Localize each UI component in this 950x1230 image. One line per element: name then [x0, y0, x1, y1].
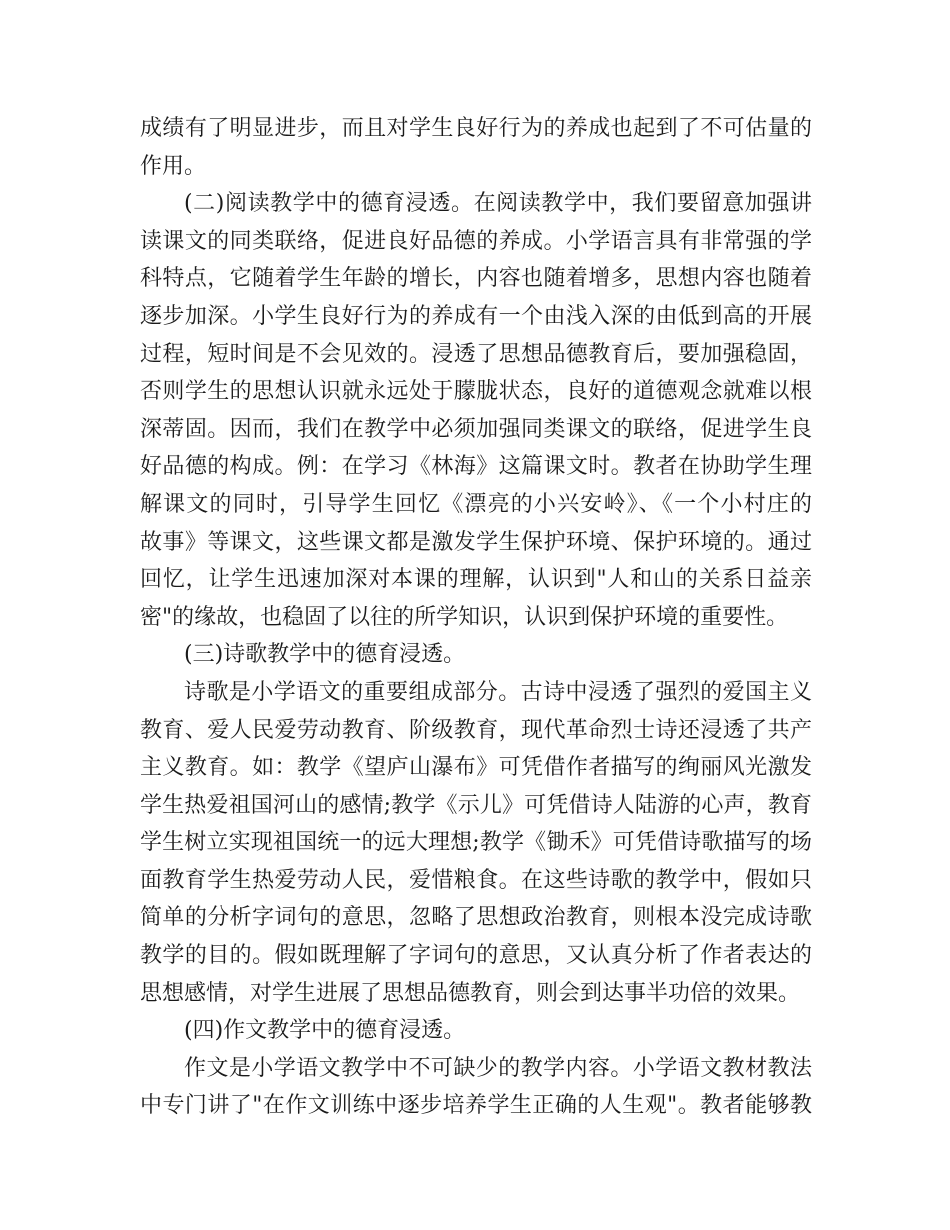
text-line: (四)作文教学中的德育浸透。: [184, 1018, 466, 1044]
text-line: 诗歌是小学语文的重要组成部分。古诗中浸透了强烈的爱国主义: [184, 679, 812, 705]
text-line: 作文是小学语文教学中不可缺少的教学内容。小学语文教材教法: [184, 1055, 812, 1081]
text-line: 教学的目的。假如既理解了字词句的意思，又认真分析了作者表达的: [140, 943, 812, 969]
text-line: 回忆，让学生迅速加深对本课的理解，认识到"人和山的关系日益亲: [140, 567, 812, 593]
text-line: 解课文的同时，引导学生回忆《漂亮的小兴安岭》、《一个小村庄的: [140, 491, 812, 517]
text-line: 面教育学生热爱劳动人民，爱惜粮食。在这些诗歌的教学中，假如只: [140, 867, 812, 893]
text-line: 教育、爱人民爱劳动教育、阶级教育，现代革命烈士诗还浸透了共产: [140, 717, 812, 743]
text-line: 故事》等课文，这些课文都是激发学生保护环境、保护环境的。通过: [140, 529, 812, 555]
text-line: 读课文的同类联络，促进良好品德的养成。小学语言具有非常强的学: [140, 228, 812, 254]
text-line: 作用。: [140, 153, 207, 179]
text-line: 好品德的构成。例：在学习《林海》这篇课文时。教者在协助学生理: [140, 454, 812, 480]
document-body: [140, 110, 812, 1125]
text-line: 简单的分析字词句的意思，忽略了思想政治教育，则根本没完成诗歌: [140, 905, 812, 931]
text-line: 深蒂固。因而，我们在教学中必须加强同类课文的联络，促进学生良: [140, 416, 812, 442]
text-line: 过程，短时间是不会见效的。浸透了思想品德教育后，要加强稳固，: [140, 341, 812, 367]
text-line: (三)诗歌教学中的德育浸透。: [184, 642, 466, 668]
text-line: 科特点，它随着学生年龄的增长，内容也随着增多，思想内容也随着: [140, 266, 812, 292]
text-line: 思想感情，对学生进展了思想品德教育，则会到达事半功倍的效果。: [140, 980, 801, 1006]
text-line: 成绩有了明显进步，而且对学生良好行为的养成也起到了不可估量的: [140, 116, 812, 141]
text-line: 中专门讲了"在作文训练中逐步培养学生正确的人生观"。教者能够教: [140, 1093, 812, 1119]
text-line: 主义教育。如：教学《望庐山瀑布》可凭借作者描写的绚丽风光激发: [140, 755, 812, 781]
text-line: 学生热爱祖国河山的感情;教学《示儿》可凭借诗人陆游的心声，教育: [140, 792, 812, 818]
text-line: 逐步加深。小学生良好行为的养成有一个由浅入深的由低到高的开展: [140, 303, 812, 329]
text-line: (二)阅读教学中的德育浸透。在阅读教学中，我们要留意加强讲: [184, 191, 812, 217]
text-line: 否则学生的思想认识就永远处于朦胧状态，良好的道德观念就难以根: [140, 379, 812, 405]
text-line: 学生树立实现祖国统一的远大理想;教学《锄禾》可凭借诗歌描写的场: [140, 830, 812, 856]
text-line: 密"的缘故，也稳固了以往的所学知识，认识到保护环境的重要性。: [140, 604, 789, 630]
